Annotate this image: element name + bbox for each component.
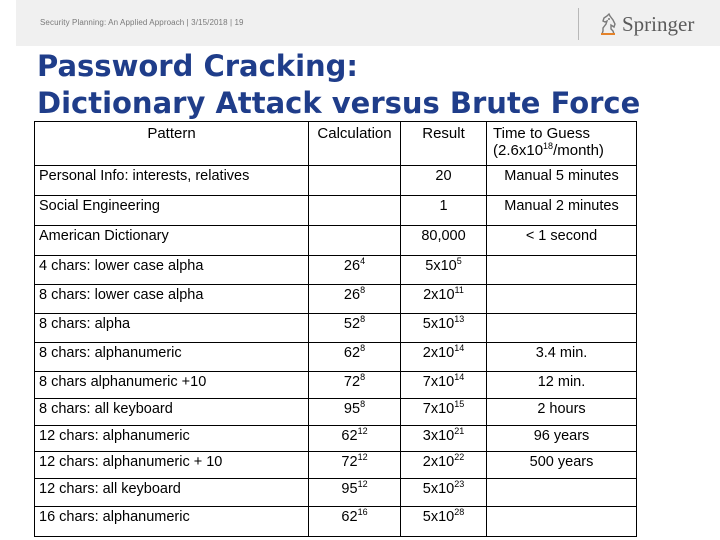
left-margin-bar [0, 0, 16, 540]
cell-calculation [309, 399, 401, 426]
cell-calculation [309, 314, 401, 343]
table-row [35, 343, 637, 372]
result-base: 2x10 [422, 345, 455, 361]
time-header-line2 [493, 142, 632, 159]
calculation-exponent: 12 [357, 479, 368, 489]
calculation-base: 95 [343, 401, 361, 417]
result-base: 5x10 [422, 509, 455, 525]
table-row [35, 226, 637, 256]
table-row [35, 426, 637, 452]
time-header-rate-unit: /month) [553, 142, 604, 159]
springer-chess-knight-icon [598, 12, 618, 36]
result-base: 1 [439, 198, 448, 214]
calculation-base: 62 [341, 509, 358, 525]
springer-logo-text: Springer [622, 11, 695, 36]
cell-time-to-guess: 3.4 min. [487, 343, 637, 372]
cell-result [401, 314, 487, 343]
calculation-exponent: 8 [360, 314, 366, 324]
cell-result [401, 166, 487, 196]
calculation-exponent: 12 [357, 426, 368, 436]
table-header-row [35, 122, 637, 166]
result-base: 5x10 [425, 258, 457, 274]
slide-title-line1: Password Cracking: [37, 49, 359, 83]
result-base: 2x10 [423, 287, 455, 303]
table-row [35, 256, 637, 285]
cell-calculation [309, 196, 401, 226]
result-base: 20 [435, 168, 452, 184]
cell-time-to-guess: Manual 5 minutes [487, 166, 637, 196]
result-exponent: 21 [454, 426, 465, 436]
cell-calculation [309, 226, 401, 256]
calculation-exponent: 12 [357, 452, 368, 462]
cell-pattern: Social Engineering [35, 196, 309, 226]
cell-result [401, 507, 487, 537]
time-header-rate-exponent: 18 [543, 141, 554, 151]
calculation-exponent: 8 [360, 343, 366, 353]
cell-result [401, 256, 487, 285]
table-row [35, 479, 637, 507]
result-base: 5x10 [422, 481, 455, 497]
result-exponent: 28 [454, 507, 465, 517]
cell-calculation [309, 256, 401, 285]
result-base: 2x10 [422, 454, 455, 470]
cell-time-to-guess: < 1 second [487, 226, 637, 256]
cell-pattern: Personal Info: interests, relatives [35, 166, 309, 196]
cell-pattern: 4 chars: lower case alpha [35, 256, 309, 285]
cell-time-to-guess [487, 479, 637, 507]
cell-result [401, 399, 487, 426]
cell-pattern: 12 chars: all keyboard [35, 479, 309, 507]
cell-time-to-guess: 2 hours [487, 399, 637, 426]
table-row [35, 452, 637, 479]
result-base: 80,000 [421, 228, 466, 244]
column-header-calculation: Calculation [309, 122, 401, 166]
cell-time-to-guess: 96 years [487, 426, 637, 452]
cell-pattern: American Dictionary [35, 226, 309, 256]
result-exponent: 23 [454, 479, 465, 489]
calculation-base: 26 [343, 258, 361, 274]
time-header-line1: Time to Guess [493, 125, 590, 142]
table-row [35, 507, 637, 537]
table-row [35, 196, 637, 226]
calculation-base: 26 [343, 287, 361, 303]
result-base: 7x10 [422, 374, 455, 390]
cell-time-to-guess [487, 507, 637, 537]
cell-pattern: 8 chars: lower case alpha [35, 285, 309, 314]
cell-result [401, 343, 487, 372]
cell-calculation [309, 343, 401, 372]
cell-calculation [309, 452, 401, 479]
cell-result [401, 479, 487, 507]
cell-pattern: 16 chars: alphanumeric [35, 507, 309, 537]
calculation-base: 52 [343, 316, 361, 332]
result-exponent: 14 [454, 372, 465, 382]
cell-time-to-guess [487, 256, 637, 285]
table-row [35, 314, 637, 343]
cell-result [401, 372, 487, 399]
calculation-exponent: 8 [360, 372, 366, 382]
result-base: 3x10 [422, 428, 455, 444]
calculation-base: 72 [343, 374, 361, 390]
time-header-rate-base: (2.6x10 [493, 142, 544, 159]
cell-time-to-guess [487, 314, 637, 343]
cell-pattern: 8 chars: alpha [35, 314, 309, 343]
cell-pattern: 8 chars alphanumeric +10 [35, 372, 309, 399]
cell-time-to-guess: 500 years [487, 452, 637, 479]
column-header-result: Result [401, 122, 487, 166]
table-row [35, 285, 637, 314]
calculation-exponent: 8 [360, 285, 366, 295]
result-exponent: 14 [454, 343, 465, 353]
slide-title-line2: Dictionary Attack versus Brute Force [37, 86, 641, 120]
result-exponent: 15 [454, 399, 465, 409]
calculation-exponent: 4 [360, 256, 366, 266]
cell-result [401, 226, 487, 256]
springer-logo [598, 10, 694, 38]
password-cracking-table [34, 121, 637, 537]
header-citation: Security Planning: An Applied Approach | 3/15/2018 | 19 [40, 18, 244, 27]
cell-calculation [309, 426, 401, 452]
cell-time-to-guess: 12 min. [487, 372, 637, 399]
result-exponent: 13 [454, 314, 465, 324]
result-exponent: 11 [454, 285, 464, 295]
result-exponent: 5 [456, 256, 462, 266]
slide-title [37, 48, 717, 122]
calculation-base: 72 [341, 454, 358, 470]
calculation-exponent: 8 [360, 399, 366, 409]
cell-calculation [309, 372, 401, 399]
result-base: 7x10 [422, 401, 455, 417]
calculation-base: 95 [341, 481, 358, 497]
cell-calculation [309, 285, 401, 314]
cell-pattern: 8 chars: all keyboard [35, 399, 309, 426]
cell-calculation [309, 479, 401, 507]
column-header-pattern: Pattern [35, 122, 309, 166]
cell-time-to-guess: Manual 2 minutes [487, 196, 637, 226]
cell-result [401, 196, 487, 226]
header-divider [578, 8, 579, 40]
table-row [35, 166, 637, 196]
result-base: 5x10 [422, 316, 455, 332]
cell-time-to-guess [487, 285, 637, 314]
cell-pattern: 12 chars: alphanumeric + 10 [35, 452, 309, 479]
calculation-exponent: 16 [357, 507, 368, 517]
result-exponent: 22 [454, 452, 465, 462]
cell-result [401, 452, 487, 479]
column-header-time-to-guess [487, 122, 637, 166]
cell-pattern: 12 chars: alphanumeric [35, 426, 309, 452]
cell-pattern: 8 chars: alphanumeric [35, 343, 309, 372]
calculation-base: 62 [341, 428, 358, 444]
table-row [35, 399, 637, 426]
cell-calculation [309, 507, 401, 537]
calculation-base: 62 [343, 345, 361, 361]
table-row [35, 372, 637, 399]
cell-result [401, 426, 487, 452]
cell-result [401, 285, 487, 314]
cell-calculation [309, 166, 401, 196]
